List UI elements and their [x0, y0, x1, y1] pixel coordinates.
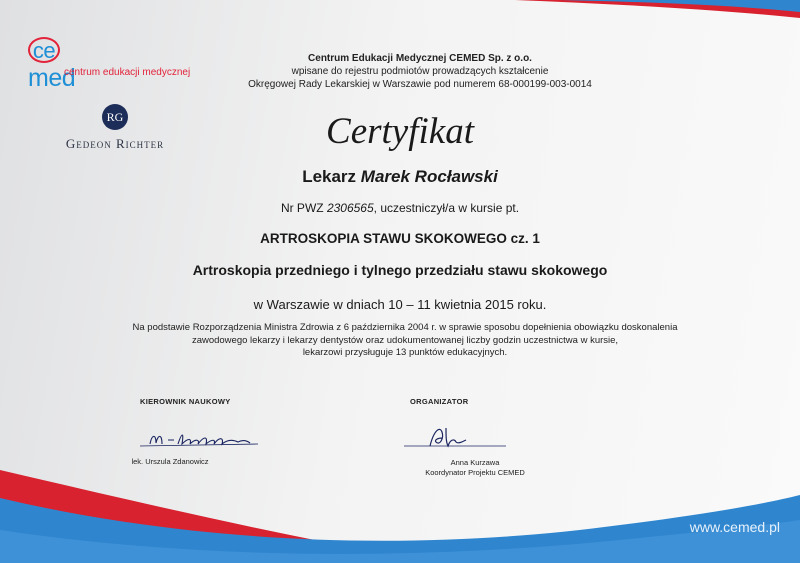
gedeon-richter-name: Gedeon Richter — [65, 136, 165, 151]
legal-line-3: lekarzowi przysługuje 13 punktów edukacyjnych. — [302, 347, 508, 358]
organizer-heading: ORGANIZATOR — [410, 397, 469, 406]
issuer-header — [185, 52, 655, 91]
recipient-prefix: Lekarz — [302, 167, 357, 186]
cemed-tagline: centrum edukacji medycznej — [64, 67, 191, 78]
pwz-line — [0, 201, 800, 215]
course-subtitle: Artroskopia przedniego i tylnego przedziału stawu skokowego — [192, 262, 608, 278]
recipient-line — [0, 167, 800, 187]
scientific-director-name: lek. Urszula Zdanowicz — [131, 457, 209, 466]
certificate-title: Certyfikat — [326, 111, 474, 152]
legal-line-1: Na podstawie Rozporządzenia Ministra Zdrowia z 6 października 2004 r. w sprawie sposobu dopełnienia obowiązku doskonalenia — [132, 322, 678, 333]
pwz-suffix: , uczestniczył/a w kursie pt. — [373, 201, 520, 215]
scientific-director-signature — [138, 430, 268, 452]
course-place-date: w Warszawie w dniach 10 – 11 kwietnia 2015 roku. — [253, 297, 547, 312]
issuer-registry-line-1: wpisane do rejestru podmiotów prowadzących kształcenie — [291, 66, 549, 77]
organizer-role: Koordynator Projektu CEMED — [425, 468, 525, 477]
organizer-signature — [400, 424, 510, 454]
cemed-med-text: med — [28, 64, 76, 92]
pwz-prefix: Nr PWZ — [280, 201, 324, 215]
issuer-organization: Centrum Edukacji Medycznej CEMED Sp. z o.o. — [308, 53, 532, 64]
legal-basis — [110, 322, 700, 360]
cemed-wordmark — [28, 36, 75, 92]
recipient-name: Marek Rocławski — [360, 167, 498, 186]
legal-line-2: zawodowego lekarzy i lekarzy dentystów oraz udokumentowanej liczby godzin uczestnictwa w kursie, — [191, 334, 619, 346]
organizer-details — [380, 458, 570, 478]
gedeon-richter-emblem-icon: RG — [102, 104, 128, 130]
course-title: ARTROSKOPIA STAWU SKOKOWEGO cz. 1 — [260, 231, 540, 246]
organizer-name: Anna Kurzawa — [450, 458, 500, 467]
scientific-director-heading: KIEROWNIK NAUKOWY — [140, 397, 231, 406]
pwz-number: 2306565 — [326, 201, 374, 215]
cemed-ce-mark: ce — [28, 37, 60, 63]
issuer-registry-line-2: Okręgowej Rady Lekarskiej w Warszawie pod numerem 68-000199-003-0014 — [248, 79, 592, 90]
website-url: www.cemed.pl — [689, 519, 780, 535]
